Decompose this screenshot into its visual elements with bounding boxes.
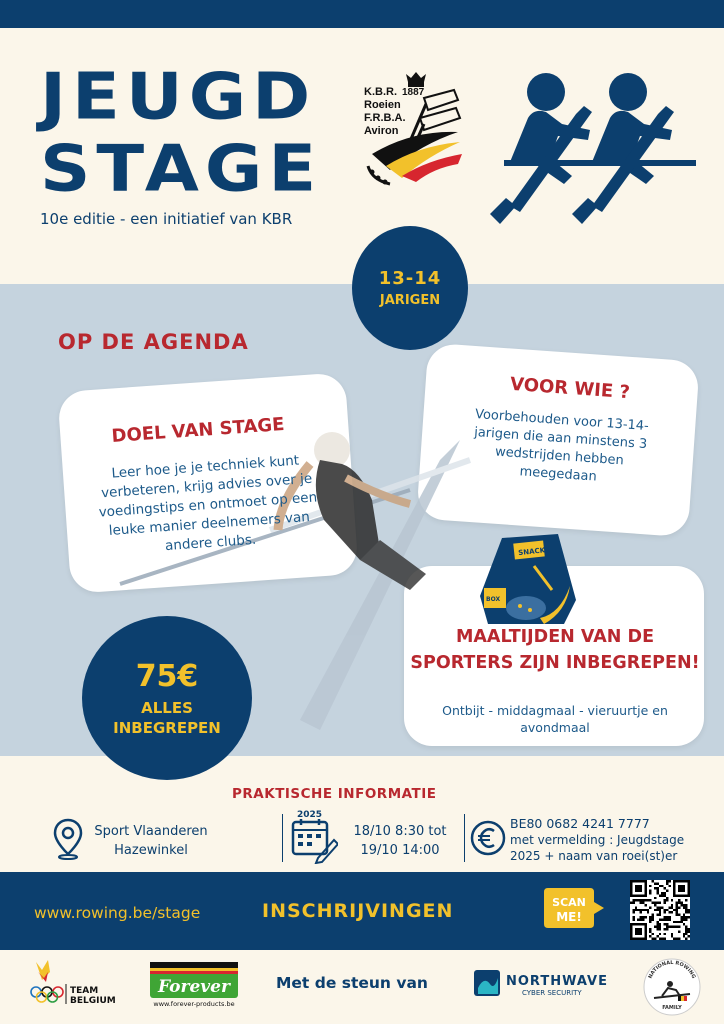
qr-module xyxy=(654,926,656,928)
qr-module xyxy=(649,921,651,923)
age-badge-years: 13-14 xyxy=(378,268,442,289)
qr-module xyxy=(673,938,675,940)
qr-module xyxy=(656,906,658,908)
subtitle: 10e editie - een initiatief van KBR xyxy=(40,210,293,228)
meals-title: MAALTIJDEN VAN DE SPORTERS ZIJN INBEGREPEN! xyxy=(410,627,700,673)
qr-module xyxy=(656,890,658,892)
qr-module xyxy=(656,914,658,916)
dates-line-2: 19/10 14:00 xyxy=(360,843,440,858)
qr-module xyxy=(649,892,651,894)
qr-module xyxy=(640,902,642,904)
qr-module xyxy=(647,911,649,913)
qr-module xyxy=(668,911,670,913)
qr-module xyxy=(678,921,680,923)
qr-module xyxy=(654,904,656,906)
qr-module xyxy=(659,923,661,925)
bank-reference-1: met vermelding : Jeugdstage xyxy=(510,833,685,847)
qr-module xyxy=(685,938,687,940)
qr-module xyxy=(673,921,675,923)
qr-module xyxy=(673,909,675,911)
qr-module xyxy=(688,935,690,937)
qr-module xyxy=(666,897,668,899)
qr-module xyxy=(649,928,651,930)
dates-line-1: 18/10 8:30 tot xyxy=(353,824,447,839)
national-rowing-family-logo xyxy=(640,956,704,1018)
qr-module xyxy=(644,909,646,911)
qr-module xyxy=(635,909,637,911)
price-value: 75€ xyxy=(135,658,199,694)
qr-module xyxy=(685,926,687,928)
qr-module xyxy=(632,918,634,920)
qr-module xyxy=(668,926,670,928)
qr-module xyxy=(642,918,644,920)
qr-module xyxy=(671,906,673,908)
qr-module xyxy=(668,916,670,918)
website-link[interactable]: www.rowing.be/stage xyxy=(34,904,201,922)
qr-module xyxy=(656,926,658,928)
qr-module xyxy=(659,902,661,904)
qr-module xyxy=(666,899,668,901)
qr-module xyxy=(632,911,634,913)
qr-module xyxy=(666,882,668,884)
age-badge xyxy=(352,226,468,350)
location-pin-icon xyxy=(52,818,84,860)
agenda-heading: OP DE AGENDA xyxy=(58,330,249,354)
qr-module xyxy=(685,930,687,932)
qr-module xyxy=(635,928,642,935)
voor-wie-title: VOOR WIE ? xyxy=(509,373,631,404)
qr-module xyxy=(661,894,663,896)
qr-module xyxy=(678,914,680,916)
team-belgium-text-2: BELGIUM xyxy=(70,996,116,1006)
qr-module xyxy=(644,916,646,918)
logo-text-kbr: K.B.R. xyxy=(364,86,397,98)
qr-module xyxy=(652,938,654,940)
qr-module xyxy=(668,885,670,887)
qr-module xyxy=(637,909,639,911)
qr-code[interactable] xyxy=(630,880,690,940)
qr-module xyxy=(666,926,668,928)
euro-icon xyxy=(470,820,506,856)
qr-module xyxy=(654,887,656,889)
qr-module xyxy=(685,909,687,911)
bank-reference-2: 2025 + naam van roei(st)er xyxy=(510,849,678,863)
qr-module xyxy=(644,899,646,901)
meals-text: Ontbijt - middagmaal - vieruurtje en avondmaal xyxy=(442,703,668,735)
qr-module xyxy=(659,928,661,930)
qr-module xyxy=(680,904,682,906)
scan-text-2: ME! xyxy=(556,910,582,924)
logo-text-aviron: Aviron xyxy=(364,125,399,137)
qr-module xyxy=(652,880,654,882)
qr-module xyxy=(649,935,651,937)
qr-module xyxy=(659,906,661,908)
location-line-1: Sport Vlaanderen xyxy=(94,824,208,839)
qr-module xyxy=(671,933,673,935)
qr-module xyxy=(688,909,690,911)
qr-module xyxy=(688,911,690,913)
qr-module xyxy=(659,909,661,911)
qr-module xyxy=(642,899,644,901)
qr-module xyxy=(683,933,685,935)
qr-module xyxy=(676,921,678,923)
northwave-logo xyxy=(474,968,614,1000)
qr-module xyxy=(666,909,668,911)
title-line-1: JEUGD xyxy=(40,58,317,134)
qr-module xyxy=(666,923,668,925)
doel-text: Leer hoe je je techniek kunt verbeteren, krijg advies over je voedingstips en ontmoet op een leuke manier deelnemers van andere clubs. xyxy=(98,452,318,555)
qr-module xyxy=(656,887,658,889)
qr-module xyxy=(678,902,680,904)
qr-module xyxy=(649,918,651,920)
qr-module xyxy=(680,918,682,920)
qr-module xyxy=(685,918,687,920)
qr-module xyxy=(661,918,663,920)
bank-text xyxy=(510,816,720,864)
qr-module xyxy=(652,918,654,920)
qr-module xyxy=(635,899,637,901)
qr-module xyxy=(664,894,666,896)
nrf-top-text: NATIONAL ROWING xyxy=(647,959,697,980)
qr-module xyxy=(654,882,656,884)
qr-module xyxy=(678,926,680,928)
qr-module xyxy=(649,899,651,901)
qr-module xyxy=(685,899,687,901)
qr-module xyxy=(632,899,634,901)
qr-module xyxy=(685,916,687,918)
qr-module xyxy=(685,911,687,913)
price-label-2: INBEGREPEN xyxy=(113,718,221,737)
forever-logo xyxy=(148,960,240,1008)
lunchbox-tag: BOX xyxy=(486,596,501,603)
qr-module xyxy=(664,911,666,913)
qr-module xyxy=(664,902,666,904)
qr-module xyxy=(640,909,642,911)
qr-module xyxy=(666,928,668,930)
qr-module xyxy=(685,933,687,935)
qr-module xyxy=(676,904,678,906)
qr-module xyxy=(680,921,682,923)
qr-module xyxy=(654,938,656,940)
location-text xyxy=(86,822,216,860)
qr-module xyxy=(671,904,673,906)
qr-module xyxy=(640,916,642,918)
age-badge-label: JARIGEN xyxy=(379,293,441,308)
qr-module xyxy=(649,885,651,887)
qr-module xyxy=(632,916,634,918)
qr-module xyxy=(683,904,685,906)
qr-module xyxy=(685,906,687,908)
calendar-icon xyxy=(288,808,338,864)
qr-module xyxy=(664,899,666,901)
qr-module xyxy=(661,906,663,908)
scan-me-badge xyxy=(544,884,608,932)
qr-module xyxy=(676,938,678,940)
qr-module xyxy=(664,938,666,940)
qr-module xyxy=(652,914,654,916)
qr-module xyxy=(659,885,661,887)
qr-module xyxy=(680,902,682,904)
qr-module xyxy=(683,923,685,925)
rowers-icon xyxy=(480,66,696,230)
qr-module xyxy=(678,938,680,940)
qr-module xyxy=(688,928,690,930)
qr-module xyxy=(666,890,668,892)
qr-module xyxy=(685,904,687,906)
logo-year: 1887 xyxy=(402,87,425,98)
team-belgium-text-1: TEAM xyxy=(70,986,99,996)
qr-module xyxy=(671,911,673,913)
qr-module xyxy=(654,902,656,904)
qr-module xyxy=(680,916,682,918)
qr-module xyxy=(685,928,687,930)
qr-module xyxy=(683,906,685,908)
qr-module xyxy=(659,914,661,916)
iban: BE80 0682 4241 7777 xyxy=(510,816,650,831)
qr-module xyxy=(656,921,658,923)
qr-module xyxy=(678,899,680,901)
qr-module xyxy=(671,935,673,937)
qr-module xyxy=(666,918,668,920)
qr-module xyxy=(671,899,673,901)
qr-module xyxy=(654,909,656,911)
price-badge xyxy=(82,616,252,780)
qr-module xyxy=(659,894,661,896)
qr-module xyxy=(668,880,670,882)
qr-module xyxy=(656,892,658,894)
qr-module xyxy=(632,902,634,904)
voor-wie-text: Voorbehouden voor 13-14-jarigen die aan minstens 3 wedstrijden hebben meegedaan xyxy=(473,407,650,485)
registration-heading: INSCHRIJVINGEN xyxy=(262,900,454,922)
qr-module xyxy=(676,906,678,908)
qr-module xyxy=(642,916,644,918)
top-bar xyxy=(0,0,724,28)
qr-module xyxy=(659,938,661,940)
kbr-logo xyxy=(362,70,470,190)
support-text: Met de steun van xyxy=(276,974,428,992)
qr-module xyxy=(676,914,678,916)
qr-module xyxy=(656,882,658,884)
qr-module xyxy=(637,918,639,920)
calendar-year: 2025 xyxy=(297,810,323,820)
qr-module xyxy=(666,880,668,882)
qr-module xyxy=(688,930,690,932)
qr-module xyxy=(678,885,685,892)
qr-module xyxy=(668,906,670,908)
qr-module xyxy=(656,928,658,930)
qr-module xyxy=(656,909,658,911)
qr-module xyxy=(673,926,675,928)
qr-module xyxy=(649,916,651,918)
logo-text-frba: F.R.B.A. xyxy=(364,112,406,124)
qr-module xyxy=(659,918,661,920)
qr-module xyxy=(676,909,678,911)
qr-module xyxy=(661,892,663,894)
qr-module xyxy=(664,918,666,920)
qr-module xyxy=(649,930,651,932)
qr-module xyxy=(640,911,642,913)
qr-module xyxy=(647,899,649,901)
qr-module xyxy=(676,911,678,913)
qr-module xyxy=(683,914,685,916)
qr-module xyxy=(632,909,634,911)
divider xyxy=(282,814,283,862)
qr-module xyxy=(678,930,680,932)
location-line-2: Hazewinkel xyxy=(114,843,188,858)
qr-module xyxy=(664,916,666,918)
qr-module xyxy=(659,926,661,928)
qr-module xyxy=(649,906,651,908)
qr-module xyxy=(654,897,656,899)
qr-module xyxy=(671,926,673,928)
qr-module xyxy=(635,885,642,892)
qr-module xyxy=(652,902,654,904)
qr-module xyxy=(664,909,666,911)
forever-url: www.forever-products.be xyxy=(153,1000,235,1008)
qr-module xyxy=(656,935,658,937)
qr-module xyxy=(668,918,670,920)
qr-module xyxy=(640,918,642,920)
qr-module xyxy=(644,904,646,906)
qr-module xyxy=(683,918,685,920)
divider xyxy=(464,814,465,862)
qr-module xyxy=(664,923,666,925)
dates-text xyxy=(340,822,460,860)
qr-module xyxy=(666,916,668,918)
qr-module xyxy=(656,902,658,904)
qr-module xyxy=(630,902,632,904)
qr-module xyxy=(637,899,639,901)
qr-module xyxy=(647,909,649,911)
qr-module xyxy=(642,902,644,904)
lunchbox-label: SNACKS xyxy=(517,545,551,558)
forever-text: Forever xyxy=(158,977,230,997)
qr-module xyxy=(676,926,678,928)
nrf-bottom-text: FAMILY xyxy=(662,1005,682,1011)
qr-module xyxy=(683,935,685,937)
qr-module xyxy=(683,916,685,918)
qr-module xyxy=(649,890,651,892)
qr-module xyxy=(661,938,663,940)
qr-module xyxy=(635,906,637,908)
qr-module xyxy=(642,909,644,911)
qr-module xyxy=(688,916,690,918)
price-label-1: ALLES xyxy=(141,698,193,717)
lunchbox-icon xyxy=(474,530,584,630)
northwave-text: NORTHWAVE xyxy=(506,974,608,989)
qr-module xyxy=(664,933,666,935)
qr-module xyxy=(659,933,661,935)
qr-module xyxy=(678,906,680,908)
team-belgium-logo xyxy=(28,958,120,1008)
qr-module xyxy=(661,885,663,887)
scan-text-1: SCAN xyxy=(552,896,586,909)
doel-title: DOEL VAN STAGE xyxy=(110,413,286,448)
qr-module xyxy=(659,911,661,913)
qr-module xyxy=(664,928,666,930)
qr-module xyxy=(676,902,678,904)
title-line-2: STAGE xyxy=(40,130,323,206)
logo-text-roeien: Roeien xyxy=(364,99,401,111)
info-heading: PRAKTISCHE INFORMATIE xyxy=(232,786,437,802)
northwave-subtext: CYBER SECURITY xyxy=(522,989,582,997)
qr-module xyxy=(640,899,642,901)
qr-module xyxy=(652,933,654,935)
qr-module xyxy=(656,923,658,925)
qr-module xyxy=(664,892,666,894)
qr-module xyxy=(652,916,654,918)
qr-module xyxy=(664,887,666,889)
